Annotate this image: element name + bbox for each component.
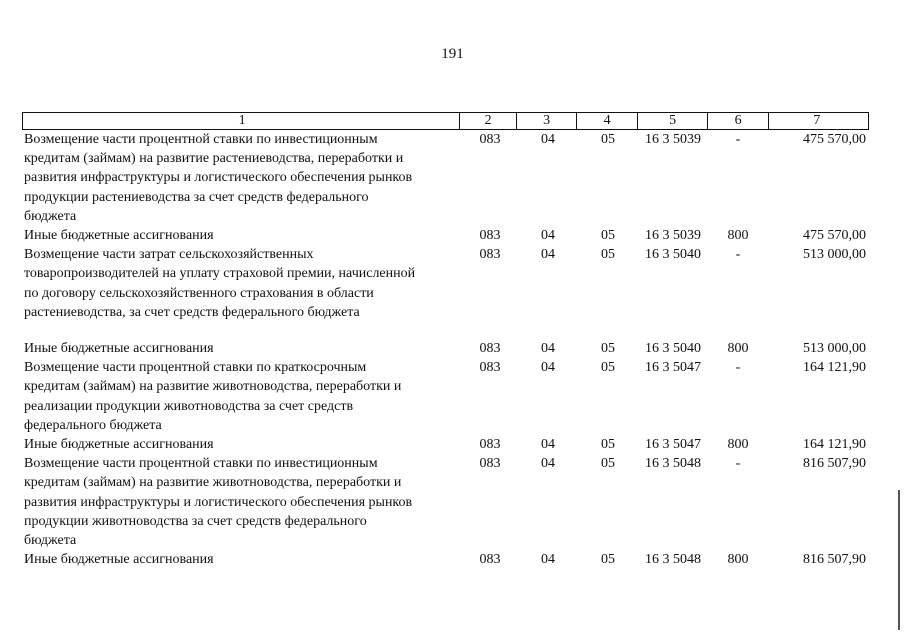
ministry-code: 083: [479, 456, 501, 472]
description-line: Иные бюджетные ассигнования: [24, 437, 214, 453]
description-line: кредитам (займам) на развитие растениеводства, переработки и: [24, 151, 404, 167]
target-article: 16 3 5039: [645, 228, 701, 244]
row-description: [22, 339, 462, 358]
description-line: продукции животноводства за счет средств федерального: [24, 513, 367, 529]
amount: 475 570,00: [803, 132, 866, 147]
description-line: Возмещение части процентной ставки по инвестиционным: [24, 132, 378, 147]
description-line: растениеводства, за счет средств федерального бюджета: [24, 304, 360, 320]
ministry-code: 083: [479, 132, 501, 147]
amount: 816 507,90: [803, 552, 866, 568]
table-header: [22, 112, 869, 130]
subsection-code: 05: [601, 456, 615, 472]
expense-type: 800: [727, 437, 749, 453]
description-line: бюджета: [24, 533, 77, 549]
section-code: 04: [541, 437, 555, 453]
header-col-1: 1: [238, 113, 246, 128]
subsection-code: 05: [601, 341, 615, 357]
amount: 475 570,00: [803, 228, 866, 244]
section-code: 04: [541, 132, 555, 147]
section-code: 04: [541, 360, 555, 376]
header-col-7: 7: [768, 113, 868, 129]
target-article: 16 3 5048: [645, 456, 701, 472]
target-article: 16 3 5047: [645, 360, 701, 376]
description-line: по договору сельскохозяйственного страхования в области: [24, 285, 374, 301]
ministry-code: 083: [479, 247, 501, 263]
description-line: бюджета: [24, 208, 77, 224]
amount: 816 507,90: [803, 456, 866, 472]
ministry-code: 083: [479, 437, 501, 453]
row-description: [22, 130, 462, 226]
description-line: товаропроизводителей на уплату страховой премии, начисленной: [24, 266, 416, 282]
header-col-2: 2: [459, 113, 516, 129]
ministry-code: 083: [479, 341, 501, 357]
description-line: развития инфраструктуры и логистического обеспечения рынков: [24, 170, 413, 186]
expense-type: 800: [727, 341, 749, 357]
row-description: [22, 226, 462, 245]
table-row: [22, 454, 869, 550]
scan-edge-mark: [898, 490, 900, 630]
target-article: 16 3 5048: [645, 552, 701, 568]
expense-type: 800: [727, 228, 749, 244]
subsection-code: 05: [601, 132, 615, 147]
row-description: [22, 245, 462, 322]
table-row: [22, 245, 869, 322]
description-line: Возмещение части процентной ставки по инвестиционным: [24, 456, 378, 472]
ministry-code: 083: [479, 552, 501, 568]
row-description: [22, 550, 462, 569]
header-col-3: 3: [516, 113, 577, 129]
table-row: [22, 435, 869, 454]
target-article: 16 3 5047: [645, 437, 701, 453]
section-code: 04: [541, 228, 555, 244]
expense-type: -: [735, 132, 741, 147]
table-row: [22, 358, 869, 435]
table-row: [22, 339, 869, 358]
description-line: развития инфраструктуры и логистического обеспечения рынков: [24, 494, 413, 510]
description-line: кредитам (займам) на развитие животноводства, переработки и: [24, 475, 402, 491]
table-row: [22, 130, 869, 226]
amount: 164 121,90: [803, 360, 866, 376]
row-description: [22, 358, 462, 435]
subsection-code: 05: [601, 247, 615, 263]
description-line: кредитам (займам) на развитие животноводства, переработки и: [24, 379, 402, 395]
expense-type: 800: [727, 552, 749, 568]
description-line: Возмещение части затрат сельскохозяйственных: [24, 247, 314, 263]
amount: 164 121,90: [803, 437, 866, 453]
section-code: 04: [541, 247, 555, 263]
target-article: 16 3 5040: [645, 341, 701, 357]
ministry-code: 083: [479, 228, 501, 244]
description-line: Иные бюджетные ассигнования: [24, 341, 214, 357]
description-line: Иные бюджетные ассигнования: [24, 228, 214, 244]
subsection-code: 05: [601, 228, 615, 244]
target-article: 16 3 5040: [645, 247, 701, 263]
ministry-code: 083: [479, 360, 501, 376]
header-col-6: 6: [707, 113, 768, 129]
table-body: [22, 130, 869, 569]
subsection-code: 05: [601, 437, 615, 453]
section-code: 04: [541, 456, 555, 472]
row-description: [22, 435, 462, 454]
row-description: [22, 454, 462, 550]
expense-type: -: [735, 360, 741, 376]
header-col-4: 4: [576, 113, 637, 129]
page-number: 191: [441, 46, 464, 62]
description-line: продукции растениеводства за счет средств федерального: [24, 189, 369, 205]
expense-type: -: [735, 456, 741, 472]
description-line: реализации продукции животноводства за счет средств: [24, 398, 354, 414]
table-row: [22, 550, 869, 569]
target-article: 16 3 5039: [645, 132, 701, 147]
section-code: 04: [541, 341, 555, 357]
subsection-code: 05: [601, 552, 615, 568]
description-line: Иные бюджетные ассигнования: [24, 552, 214, 568]
amount: 513 000,00: [803, 341, 866, 357]
table-row: [22, 226, 869, 245]
section-code: 04: [541, 552, 555, 568]
amount: 513 000,00: [803, 247, 866, 263]
description-line: Возмещение части процентной ставки по краткосрочным: [24, 360, 367, 376]
subsection-code: 05: [601, 360, 615, 376]
expense-type: -: [735, 247, 741, 263]
budget-table: [22, 112, 869, 569]
header-col-5: 5: [637, 113, 707, 129]
description-line: федерального бюджета: [24, 417, 162, 433]
